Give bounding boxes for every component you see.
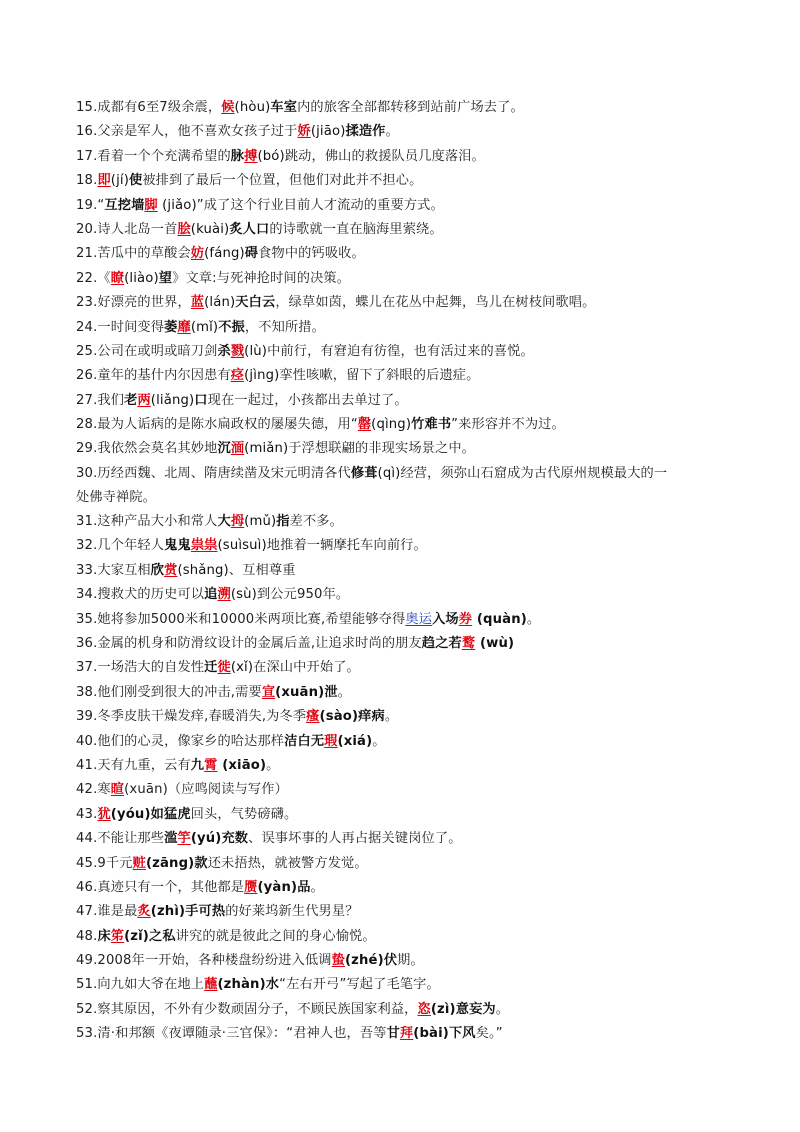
text-segment: 现在一起过，小孩都出去单过了。 <box>207 392 408 408</box>
list-item <box>76 632 736 656</box>
text-segment: 。 <box>384 709 399 725</box>
text-segment: 21.苦瓜中的草酸会 <box>76 246 191 262</box>
bold-word: 痒病 <box>358 709 385 725</box>
pinyin: (liǎng) <box>150 392 195 408</box>
highlighted-char: 鹜 <box>461 636 476 651</box>
bold-word: 泄 <box>324 684 338 700</box>
bold-word: 水 <box>265 977 280 993</box>
highlighted-char: 靡 <box>177 319 191 335</box>
pinyin: (hòu) <box>234 100 271 115</box>
text-segment: 于浮想联翩的非现实场景之中。 <box>288 441 476 457</box>
highlighted-char: 湎 <box>230 441 245 457</box>
bold-word: 意妄为 <box>455 1001 496 1017</box>
pinyin: (xǐ) <box>230 660 254 676</box>
list-item <box>76 925 736 949</box>
list-item <box>76 242 736 266</box>
bold-word: 床 <box>97 928 111 944</box>
highlighted-char: 脍 <box>177 221 191 237</box>
text-segment: 44.不能让那些 <box>76 831 165 847</box>
bold-word: 趋之若 <box>421 636 462 651</box>
text-segment: 。 <box>526 611 541 627</box>
bold-word: 欣 <box>150 562 165 578</box>
text-segment: 45.9千元 <box>76 855 133 871</box>
pinyin: (xiāo) <box>217 757 267 773</box>
text-segment: 还未捂热，就被警方发觉。 <box>207 855 368 871</box>
text-segment: 回头，气势磅礴。 <box>190 806 298 822</box>
bold-word: 指 <box>276 514 290 530</box>
pinyin: (bài) <box>413 1026 449 1042</box>
text-segment: 讲究的就是彼此之间的身心愉悦。 <box>175 928 376 944</box>
highlighted-char: 赝 <box>244 879 258 895</box>
text-segment: 16.父亲是军人，他不喜欢女孩子过于 <box>76 124 298 140</box>
highlighted-char: 罄 <box>357 417 372 433</box>
list-item <box>76 998 736 1022</box>
list-item <box>76 291 736 315</box>
text-segment: 34.搜救犬的历史可以 <box>76 587 205 603</box>
link-text[interactable]: 奥运 <box>405 611 433 627</box>
bold-word: 九 <box>190 757 205 773</box>
text-segment: 、互相尊重 <box>228 562 296 578</box>
highlighted-char: 宣 <box>261 684 276 700</box>
list-item <box>76 437 736 461</box>
highlighted-char: 两 <box>137 392 151 408</box>
highlighted-char: 搏 <box>244 148 258 164</box>
text-segment: 的诗歌就一直在脑海里萦绕。 <box>269 221 443 237</box>
highlighted-char: 蘸 <box>204 977 218 993</box>
list-item <box>76 413 736 437</box>
pinyin: (suìsuì) <box>217 538 267 554</box>
list-item <box>76 803 736 827</box>
pinyin: (xuān) <box>275 684 325 700</box>
bold-word: 揉造作 <box>345 124 386 140</box>
text-segment: 。 <box>372 733 386 749</box>
text-segment: 33.大家互相 <box>76 562 151 578</box>
pinyin: (kuài) <box>190 221 230 237</box>
vocabulary-list <box>76 96 736 1047</box>
list-item <box>76 656 736 680</box>
list-item <box>76 876 736 900</box>
text-segment: 被排到了最后一个位置，但他们对此并不担心。 <box>142 173 423 189</box>
text-segment: 。 <box>337 684 351 700</box>
bold-word: 互挖墙 <box>104 197 145 213</box>
highlighted-char: 瑕 <box>324 733 338 749</box>
highlighted-char: 赏 <box>164 562 178 578</box>
text-segment: 差不多。 <box>289 514 343 530</box>
pinyin: (sào) <box>319 709 359 725</box>
list-item-continuation <box>76 486 736 510</box>
text-segment: 19.“ <box>76 197 105 213</box>
pinyin: (mǐ) <box>190 319 219 335</box>
pinyin: (quàn) <box>472 611 527 627</box>
text-segment: 经营，须弥山石窟成为古代原州规模最大的一 <box>400 465 668 481</box>
list-item <box>76 608 736 632</box>
highlighted-char: 祟祟 <box>190 538 218 554</box>
text-segment: 》文章:与死神抢时间的决策。 <box>172 270 351 286</box>
bold-word: 沉 <box>217 441 231 457</box>
list-item <box>76 267 736 291</box>
bold-word: 修 <box>350 465 365 481</box>
highlighted-char: 犹 <box>97 806 111 822</box>
bold-word: 大 <box>217 514 231 530</box>
text-segment: 食物中的钙吸收。 <box>258 246 365 262</box>
pinyin: (mǔ) <box>244 514 277 530</box>
text-segment: 48. <box>76 928 98 944</box>
text-segment: 26.童年的基什内尔因患有 <box>76 368 231 384</box>
text-segment: 52.察其原因，不外有少数顽固分子，不顾民族国家利益， <box>76 1001 418 1017</box>
text-segment: 的好莱坞新生代男星？ <box>225 904 359 920</box>
text-segment: ”来形容并不为过。 <box>451 417 565 433</box>
text-segment: 25.公司在或明或暗刀剑 <box>76 343 218 359</box>
bold-word: 追 <box>204 587 218 603</box>
text-segment: 32.几个年轻人 <box>76 538 165 554</box>
highlighted-char: 脚 <box>144 197 158 213</box>
bold-word: 手可热 <box>185 904 226 920</box>
text-segment: 46.真迹只有一个，其他都是 <box>76 879 245 895</box>
text-segment: 42.寒 <box>76 782 111 798</box>
highlighted-char: 蓝 <box>190 295 205 311</box>
list-item <box>76 705 736 729</box>
list-item <box>76 681 736 705</box>
pinyin: (yú) <box>190 831 222 847</box>
pinyin: (jìng) <box>244 368 280 384</box>
bold-word: 车室 <box>270 100 298 115</box>
list-item <box>76 583 736 607</box>
highlighted-char: 瘙 <box>306 709 320 725</box>
text-segment: 29.我依然会莫名其妙地 <box>76 441 218 457</box>
pinyin: (zhé) <box>345 953 384 969</box>
text-segment: ”成了这个行业目前人才流动的重要方式。 <box>196 197 444 213</box>
list-item <box>76 534 736 558</box>
highlighted-char: 霄 <box>204 757 218 773</box>
bold-word: 鬼鬼 <box>164 538 191 554</box>
highlighted-char: 戮 <box>230 343 245 359</box>
text-segment: 到公元950年。 <box>256 587 350 603</box>
bold-word: 如猛虎 <box>150 806 191 822</box>
pinyin: (qìng) <box>371 417 412 433</box>
text-segment: 31.这种产品大小和常人 <box>76 514 218 530</box>
pinyin: (yàn) <box>257 879 298 895</box>
highlighted-char: 痉 <box>230 368 245 384</box>
text-segment: 40.他们的心灵，像家乡的哈达那样 <box>76 733 285 749</box>
list-item <box>76 754 736 778</box>
highlighted-char: 溯 <box>217 587 231 603</box>
pinyin: (zì) <box>430 1001 456 1017</box>
list-item <box>76 730 736 754</box>
list-item <box>76 852 736 876</box>
text-segment: 41.天有九重，云有 <box>76 757 191 773</box>
pinyin: (sù) <box>230 587 257 603</box>
text-segment: 中前行，有窘迫有彷徨，也有活过来的喜悦。 <box>267 343 534 359</box>
text-segment: 36.金属的机身和防滑纹设计的金属后盖,让追求时尚的朋友 <box>76 636 422 651</box>
pinyin: (liào) <box>124 270 159 286</box>
text-segment: 内的旅客全部都转移到站前广场去了。 <box>297 100 524 115</box>
pinyin: (jiǎo) <box>157 197 197 213</box>
text-segment: 15.成都有6至7级余震， <box>76 100 222 115</box>
pinyin: (yóu) <box>110 806 151 822</box>
text-segment: 51.向九如大爷在地上 <box>76 977 205 993</box>
text-segment: 在深山中开始了。 <box>253 660 360 676</box>
pinyin: (zhàn) <box>217 977 266 993</box>
text-segment: 38.他们刚受到很大的冲击,需要 <box>76 684 262 700</box>
list-item <box>76 316 736 340</box>
pinyin: (zǐ) <box>124 928 149 944</box>
text-segment: 28.最为人诟病的是陈水扁政权的屡屡失德，用“ <box>76 417 358 433</box>
text-segment: 24.一时间变得 <box>76 319 165 335</box>
bold-word: 碍 <box>244 246 259 262</box>
text-segment: 。 <box>495 1001 510 1017</box>
text-segment: 。 <box>266 757 280 773</box>
highlighted-char: 笫 <box>110 928 125 944</box>
bold-word: 入场 <box>432 611 459 627</box>
pinyin: (miǎn) <box>244 441 289 457</box>
highlighted-char: 候 <box>221 100 235 115</box>
text-segment: 跳动，佛山的救援队员几度落泪。 <box>284 148 485 164</box>
bold-word: 洁白无 <box>284 733 325 749</box>
list-item <box>76 96 736 120</box>
text-segment: 39.冬季皮肤干燥发痒,春暖消失,为冬季 <box>76 709 307 725</box>
bold-word: 口 <box>194 392 208 408</box>
pinyin: (lù) <box>244 343 268 359</box>
bold-word: 甘 <box>386 1026 400 1042</box>
bold-word: 不振 <box>218 319 245 335</box>
list-item <box>76 900 736 924</box>
list-item <box>76 559 736 583</box>
list-item <box>76 389 736 413</box>
highlighted-char: 妨 <box>190 246 205 262</box>
bold-word: 滥 <box>164 831 178 847</box>
bold-word: 款 <box>194 855 208 871</box>
pinyin: (bó) <box>257 148 285 164</box>
highlighted-char: 竽 <box>177 831 191 847</box>
bold-word: 炙人口 <box>229 221 270 237</box>
text-segment: 期。 <box>397 953 424 969</box>
text-segment: 53.清·和邦额《夜谭随录·三官保》：“君神人也，吾等 <box>76 1026 387 1042</box>
bold-word: 下风 <box>448 1026 476 1042</box>
text-segment: 。 <box>310 879 324 895</box>
highlighted-char: 赃 <box>132 855 146 871</box>
list-item <box>76 169 736 193</box>
bold-word: 品 <box>297 879 311 895</box>
pinyin: (zāng) <box>145 855 195 871</box>
list-item <box>76 973 736 997</box>
text-segment: ，绿草如茵，蝶儿在花丛中起舞，鸟儿在树枝间歌唱。 <box>275 295 596 311</box>
bold-word: 竹难书 <box>411 417 452 433</box>
bold-word: 迁 <box>204 660 218 676</box>
text-segment: 18. <box>76 173 98 189</box>
list-item <box>76 340 736 364</box>
text-segment: 27.我们 <box>76 392 125 408</box>
text-segment: 43. <box>76 806 98 822</box>
bold-word: 天白云 <box>235 295 276 311</box>
list-item <box>76 827 736 851</box>
bold-word: 之私 <box>148 928 176 944</box>
text-segment: 17.看着一个个充满希望的 <box>76 148 231 164</box>
bold-word: 伏 <box>383 953 398 969</box>
text-segment: (xuān)（应鸣阅读与写作） <box>124 782 288 798</box>
pinyin: (lán) <box>204 295 236 311</box>
pinyin: (xiá) <box>337 733 373 749</box>
list-item <box>76 194 736 218</box>
pinyin: (jí) <box>110 173 129 189</box>
text-segment: 22.《 <box>76 270 111 286</box>
highlighted-char: 瞭 <box>110 270 125 286</box>
list-item <box>76 778 736 802</box>
pinyin: (shǎng) <box>177 562 229 578</box>
list-item <box>76 364 736 388</box>
text-segment: 37.一场浩大的自发性 <box>76 660 205 676</box>
bold-word: 萎 <box>164 319 178 335</box>
list-item <box>76 510 736 534</box>
highlighted-char: 娇 <box>297 124 311 140</box>
pinyin: (qì) <box>377 465 401 481</box>
list-item <box>76 1022 736 1046</box>
pinyin: (fáng) <box>204 246 245 262</box>
bold-word: 使 <box>129 173 143 189</box>
highlighted-char: 蛰 <box>331 953 345 969</box>
text-segment: 49.2008年一开始，各种楼盘纷纷进入低调 <box>76 953 332 969</box>
list-item <box>76 462 736 486</box>
bold-word: 充数 <box>221 831 249 847</box>
pinyin: (jiāo) <box>310 124 346 140</box>
list-item <box>76 120 736 144</box>
highlighted-char: 徙 <box>217 660 231 676</box>
text-segment: 30.历经西魏、北周、隋唐续凿及宋元明清各代 <box>76 465 351 481</box>
list-item <box>76 218 736 242</box>
highlighted-char: 暄 <box>110 782 125 798</box>
highlighted-char: 即 <box>97 173 111 189</box>
list-item <box>76 949 736 973</box>
text-segment: 23.好漂亮的世界， <box>76 295 191 311</box>
text-segment: 矣。” <box>475 1026 503 1042</box>
text-segment: 。 <box>385 124 399 140</box>
highlighted-char: 炙 <box>137 904 151 920</box>
text-segment: 、误事坏事的人再占据关键岗位了。 <box>248 831 462 847</box>
text-segment: 地推着一辆摩托车向前行。 <box>266 538 427 554</box>
bold-word: 杀 <box>217 343 231 359</box>
text-segment: 47.谁是最 <box>76 904 138 920</box>
text-segment: ，不知所措。 <box>244 319 325 335</box>
text-segment: 35.她将参加5000米和10000米两项比赛,希望能够夺得 <box>76 611 406 627</box>
bold-word: 脉 <box>230 148 245 164</box>
bold-word: 葺 <box>364 465 378 481</box>
highlighted-char: 拇 <box>230 514 245 530</box>
highlighted-char: 拜 <box>399 1026 414 1042</box>
bold-word: 老 <box>124 392 138 408</box>
list-item <box>76 145 736 169</box>
highlighted-char: 券 <box>458 611 473 627</box>
text-segment: 处佛寺禅院。 <box>76 489 157 505</box>
text-segment: 20.诗人北岛一首 <box>76 221 178 237</box>
pinyin: (wù) <box>475 636 515 651</box>
text-segment: 挛性咳嗽，留下了斜眼的后遗症。 <box>279 368 480 384</box>
highlighted-char: 恣 <box>417 1001 431 1017</box>
text-segment: “左右开弓”写起了毛笔字。 <box>279 977 440 993</box>
pinyin: (zhì) <box>150 904 186 920</box>
bold-word: 望 <box>158 270 173 286</box>
